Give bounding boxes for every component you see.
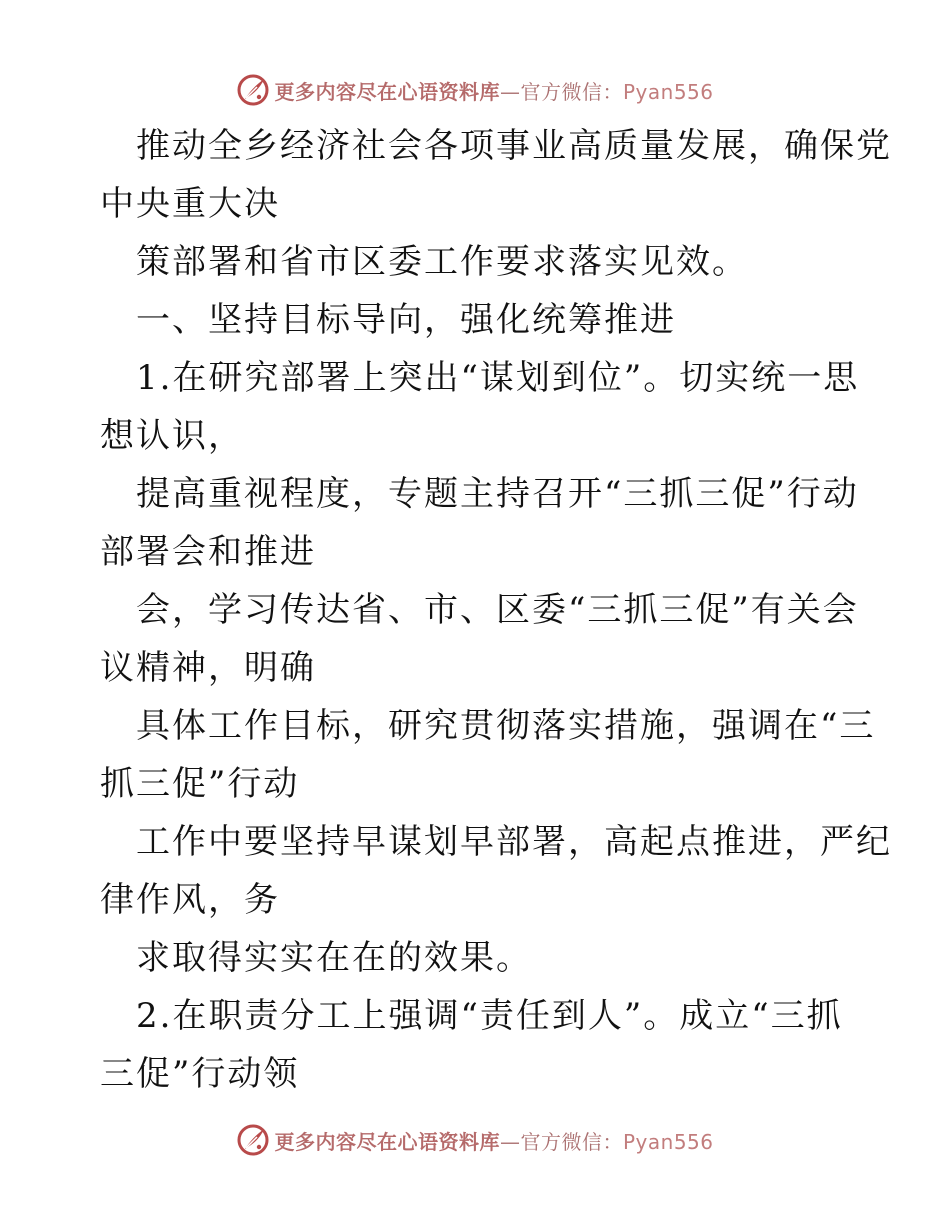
body-line: 部署会和推进 <box>100 532 316 572</box>
footer-banner-wechat-label: 官方微信： <box>520 1129 623 1154</box>
body-line: 中央重大决 <box>100 184 280 224</box>
body-line: 议精神，明确 <box>100 648 316 688</box>
header-banner-brand: 更多内容尽在心语资料库 <box>274 79 500 104</box>
body-line: 具体工作目标，研究贯彻落实措施，强调在“三 <box>136 706 876 746</box>
quill-pen-circle-logo-icon <box>236 73 270 107</box>
body-line: 律作风，务 <box>100 880 280 920</box>
body-line: 策部署和省市区委工作要求落实见效。 <box>136 242 748 282</box>
section-heading: 一、坚持目标导向，强化统筹推进 <box>136 300 676 340</box>
body-line: 会，学习传达省、市、区委“三抓三促”有关会 <box>136 590 859 630</box>
header-banner-wechat-id: Pyan556 <box>622 79 714 104</box>
header-watermark-banner <box>0 70 950 110</box>
body-line: 提高重视程度，专题主持召开“三抓三促”行动 <box>136 474 859 514</box>
body-line: 工作中要坚持早谋划早部署，高起点推进，严纪 <box>136 822 892 862</box>
body-line: 三促”行动领 <box>100 1054 300 1094</box>
header-banner-wechat-label: 官方微信： <box>520 79 623 104</box>
body-line: 抓三促”行动 <box>100 764 300 804</box>
header-banner-separator: — <box>499 79 521 104</box>
body-line: 想认识， <box>100 416 244 456</box>
header-banner-text <box>274 76 713 105</box>
footer-banner-wechat-id: Pyan556 <box>622 1129 714 1154</box>
footer-banner-separator: — <box>499 1129 521 1154</box>
document-body <box>100 117 892 1103</box>
body-line: 求取得实实在在的效果。 <box>136 938 532 978</box>
quill-pen-circle-logo-icon <box>236 1123 270 1157</box>
body-line: 1.在研究部署上突出“谋划到位”。切实统一思 <box>136 358 860 398</box>
footer-banner-brand: 更多内容尽在心语资料库 <box>274 1129 500 1154</box>
footer-banner-text <box>274 1126 713 1155</box>
body-line: 2.在职责分工上强调“责任到人”。成立“三抓 <box>136 996 843 1036</box>
footer-watermark-banner <box>0 1120 950 1160</box>
body-line: 推动全乡经济社会各项事业高质量发展，确保党 <box>136 126 892 166</box>
